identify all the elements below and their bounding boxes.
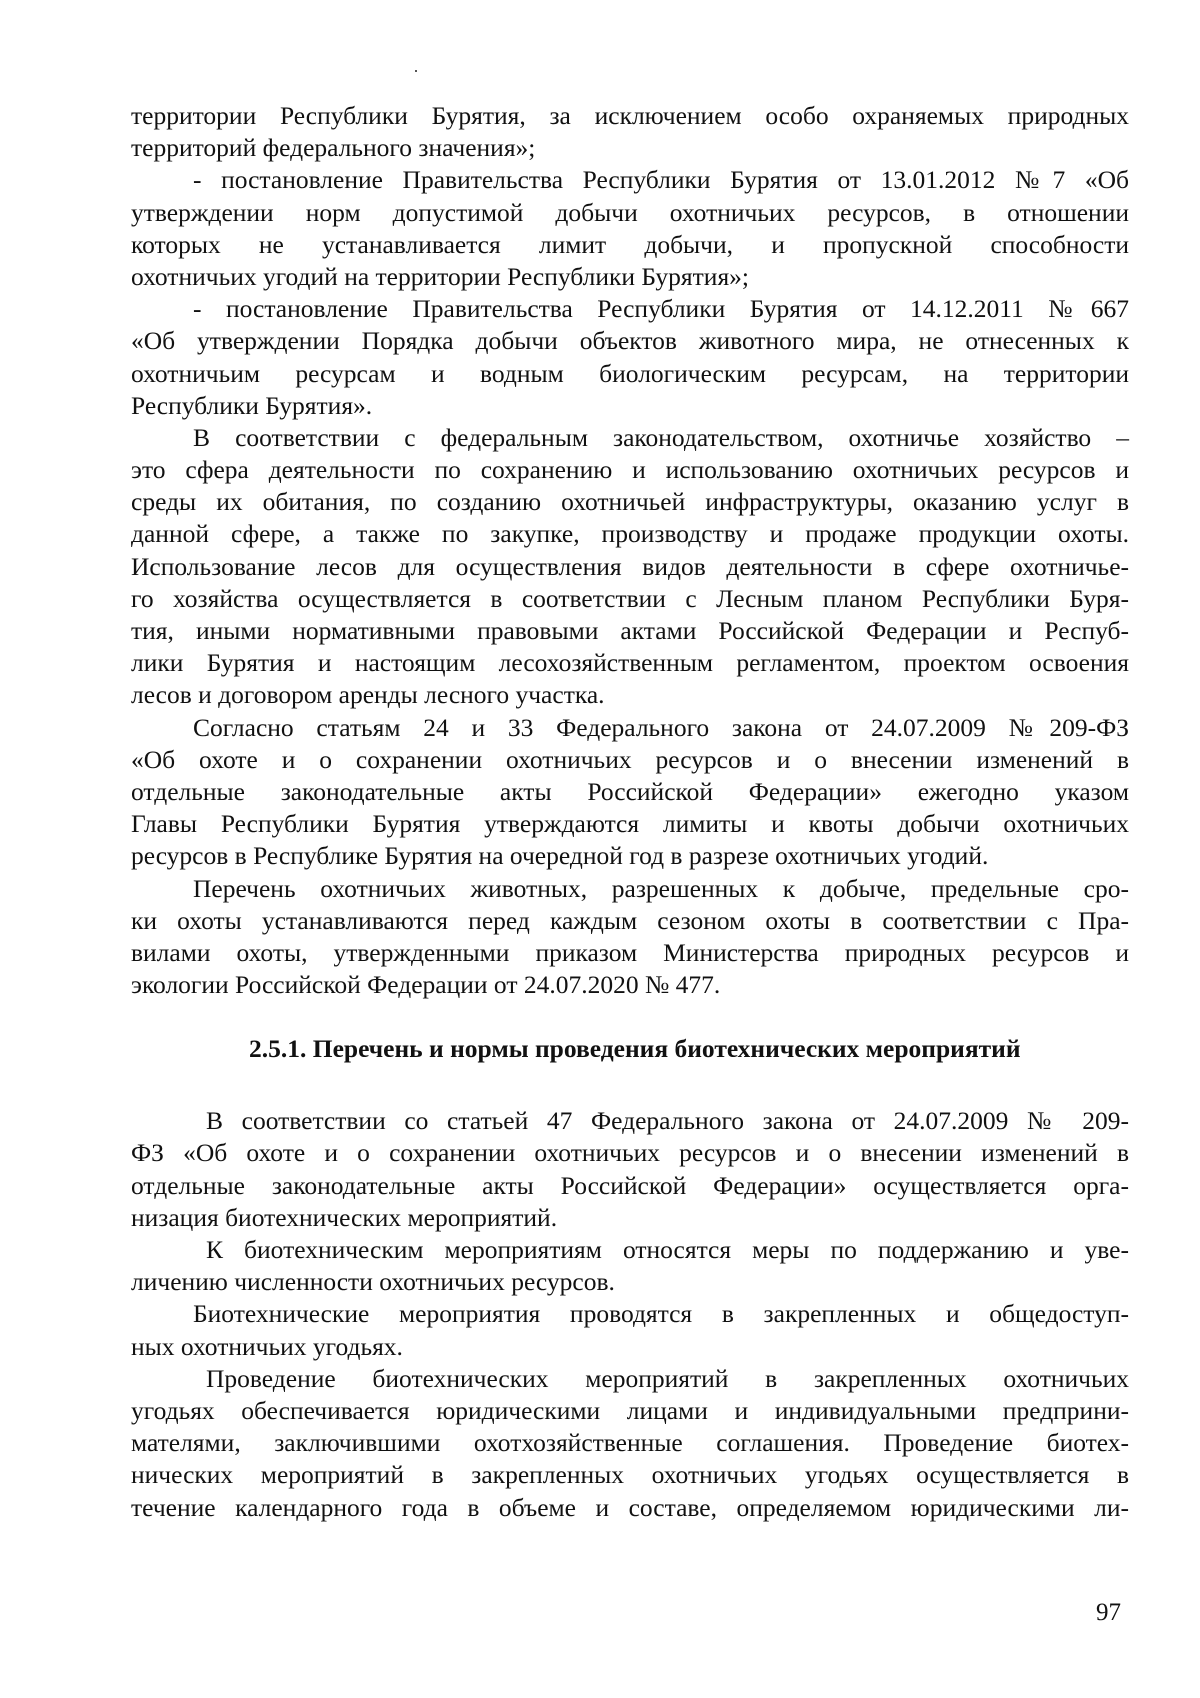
page-number: 97 [1096,1599,1121,1626]
text-line: экологии Российской Федерации от 24.07.2020 № 477. [131,970,721,1000]
paragraph [131,712,1129,873]
text-line: лики Бурятия и настоящим лесохозяйственным регламентом, проектом освоения [131,648,1129,678]
text-line: отдельные законодательные акты Российской Федерации» ежегодно указом [131,776,1129,806]
paragraph [131,100,1129,164]
paragraph [131,1234,1129,1298]
text-line: отдельные законодательные акты Российской Федерации» осуществляется орга- [131,1170,1129,1200]
section-heading: 2.5.1. Перечень и нормы проведения биотехнических мероприятий [249,1034,1021,1064]
text-line: это сфера деятельности по сохранению и использованию охотничьих ресурсов и [131,455,1129,485]
text-line: Республики Бурятия». [131,390,373,420]
text-line: го хозяйства осуществляется в соответствии с Лесным планом Республики Буря- [131,583,1129,613]
document-page [131,100,1129,1524]
paragraph [131,1363,1129,1524]
text-line: Использование лесов для осуществления видов деятельности в сфере охотничье- [131,551,1129,581]
text-line: утверждении норм допустимой добычи охотничьих ресурсов, в отношении [131,197,1129,227]
scan-speck [415,70,417,72]
text-line: ки охоты устанавливаются перед каждым сезоном охоты в соответствии с Пра- [131,905,1129,935]
text-line: В соответствии с федеральным законодательством, охотничье хозяйство – [193,422,1129,452]
text-line: К биотехническим мероприятиям относятся меры по поддержанию и уве- [206,1235,1129,1264]
paragraph [131,1298,1129,1362]
paragraph [131,164,1129,293]
text-line: охотничьим ресурсам и водным биологическим ресурсам, на территории [131,358,1129,388]
text-line: ных охотничьих угодьях. [131,1331,403,1361]
text-line: ФЗ «Об охоте и о сохранении охотничьих ресурсов и о внесении изменений в [131,1138,1129,1168]
text-line: мателями, заключившими охотхозяйственные соглашения. Проведение биотех- [131,1428,1129,1458]
text-line: Биотехнические мероприятия проводятся в закрепленных и общедоступ- [193,1299,1129,1329]
text-line: угодьях обеспечивается юридическими лицами и индивидуальными предприни- [131,1395,1129,1425]
text-line: нических мероприятий в закрепленных охотничьих угодьях осуществляется в [131,1460,1129,1490]
text-line: территории Республики Бурятия, за исключением особо охраняемых природных [131,101,1129,130]
text-line: среды их обитания, по созданию охотничьей инфраструктуры, оказанию услуг в [131,487,1129,517]
text-line: течение календарного года в объеме и составе, определяемом юридическими ли- [131,1492,1129,1522]
text-line: тия, иными нормативными правовыми актами Российской Федерации и Респуб- [131,616,1129,645]
text-line: территорий федерального значения»; [131,133,536,163]
text-line: охотничьих угодий на территории Республики Бурятия»; [131,261,750,291]
paragraph [131,293,1129,422]
text-line: «Об охоте и о сохранении охотничьих ресурсов и о внесении изменений в [131,744,1129,774]
text-line: низация биотехнических мероприятий. [131,1202,558,1232]
text-line: личению численности охотничьих ресурсов. [131,1267,615,1297]
paragraph [131,1105,1129,1234]
text-line: которых не устанавливается лимит добычи, и пропускной способности [131,229,1129,259]
text-line: Согласно статьям 24 и 33 Федерального закона от 24.07.2009 №209-ФЗ [193,712,1129,742]
text-line: Главы Республики Бурятия утверждаются лимиты и квоты добычи охотничьих [131,809,1129,839]
paragraph [131,422,1129,712]
text-line: - постановление Правительства Республики Бурятия от 14.12.2011 №667 [193,294,1129,324]
text-line: ресурсов в Республике Бурятия на очередной год в разрезе охотничьих угодий. [131,841,989,871]
text-line: Перечень охотничьих животных, разрешенных к добыче, предельные сро- [193,873,1129,903]
text-line: данной сфере, а также по закупке, производству и продаже продукции охоты. [131,519,1129,549]
text-line: лесов и договором аренды лесного участка. [131,680,605,710]
text-line: Проведение биотехнических мероприятий в закрепленных охотничьих [206,1363,1129,1393]
text-line: В соответствии со статьей 47 Федерального закона от 24.07.2009 № 209- [206,1106,1129,1136]
text-line: вилами охоты, утвержденными приказом Министерства природных ресурсов и [131,937,1129,967]
paragraph [131,873,1129,1002]
text-line: - постановление Правительства Республики Бурятия от 13.01.2012 №7 «Об [193,165,1129,195]
text-line: «Об утверждении Порядка добычи объектов животного мира, не отнесенных к [131,326,1129,356]
